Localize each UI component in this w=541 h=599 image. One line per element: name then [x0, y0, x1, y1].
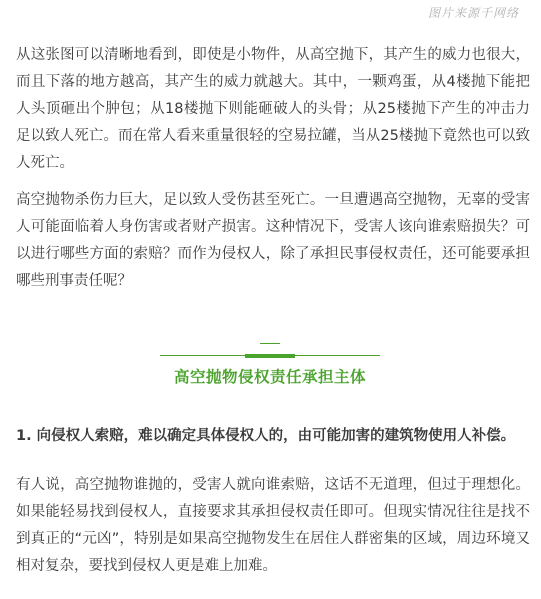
- body-paragraph: 高空抛物杀伤力巨大，足以致人受伤甚至死亡。一旦遭遇高空抛物，无辜的受害人可能面临着人身伤害或者财产损害。这种情况下，受害人该向谁索赔损失？可以进行哪些方面的索赔？而作为侵权人，除了承担民事侵权责任，还可能要承担哪些刑事责任呢？: [16, 192, 530, 289]
- body-paragraph: 从这张图可以清晰地看到，即使是小物件，从高空抛下，其产生的威力也很大，而且下落的地方越高，其产生的威力就越大。其中，一颗鸡蛋，从4楼抛下能把人头顶砸出个肿包；从18楼抛下则能砸破人的头骨；从25楼抛下产生的冲击力足以致人死亡。而在常人看来重量很轻的空易拉罐，当从25楼抛下竟然也可以致人死亡。: [16, 47, 530, 171]
- heading-decoration-top: [260, 343, 280, 344]
- image-caption: 图片来源千网络: [427, 6, 519, 20]
- section-heading-block: [160, 343, 380, 389]
- section-heading: 高空抛物侵权责任承担主体: [173, 368, 366, 386]
- subheading: 1. 向侵权人索赔，难以确定具体侵权人的，由可能加害的建筑物使用人补偿。: [16, 428, 516, 444]
- body-paragraph: 有人说，高空抛物谁抛的，受害人就向谁索赔，这话不无道理，但过于理想化。如果能轻易找到侵权人，直接要求其承担侵权责任即可。但现实情况往往是找不到真正的“元凶”，特别是如果高空抛物发生在居住人群密集的区域，周边环境又相对复杂，要找到侵权人更是难上加难。: [16, 477, 530, 574]
- heading-accent-mark: [245, 354, 295, 358]
